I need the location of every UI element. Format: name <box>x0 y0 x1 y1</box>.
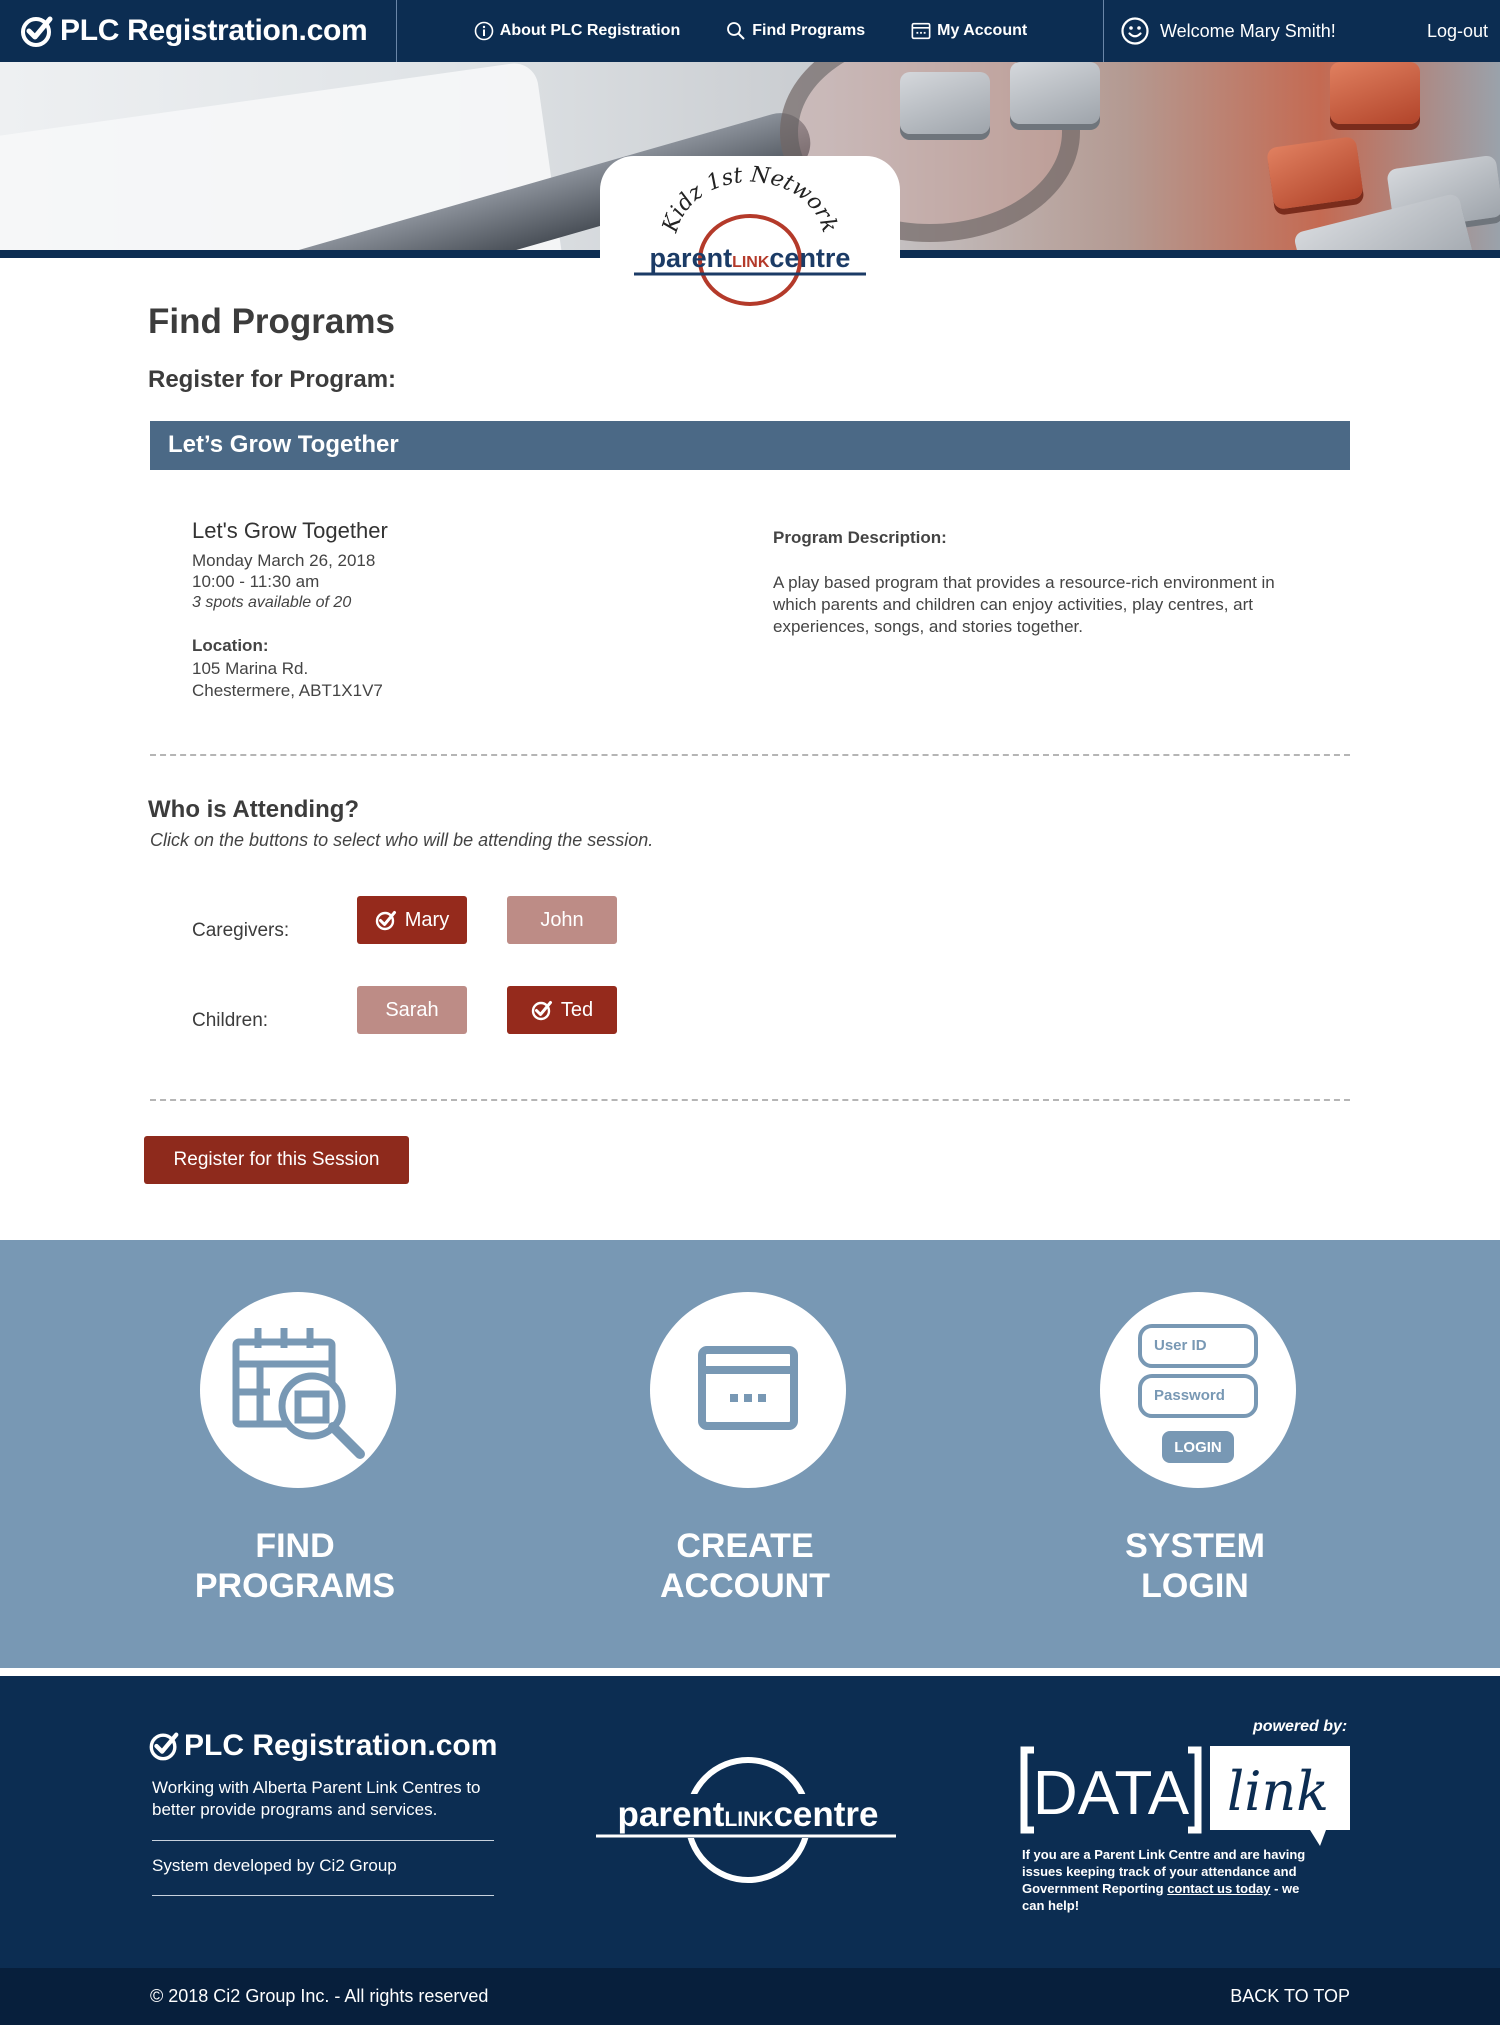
logout-link[interactable]: Log-out <box>1426 20 1488 41</box>
main-nav <box>398 0 1104 62</box>
datalink-message-text: If you are a Parent Link Centre and are having issues keeping track of your attendance and Government Reporting <box>1022 1847 1306 1896</box>
back-to-top-link[interactable]: BACK TO TOP <box>1230 1986 1350 2006</box>
datalink-link-word: link <box>1226 1760 1330 1823</box>
footer-brand[interactable] <box>148 1729 497 1763</box>
login-button[interactable]: LOGIN <box>1162 1431 1234 1463</box>
datalink-message <box>1022 1846 1322 1914</box>
nav-my-account[interactable] <box>911 21 1027 41</box>
program-title-bar: Let’s Grow Together <box>150 421 1350 470</box>
program-time: 10:00 - 11:30 am <box>192 572 320 591</box>
create-account-line1: CREATE <box>676 1527 814 1565</box>
hero-key-shape <box>1266 136 1364 210</box>
chip-label: Ted <box>560 998 594 1021</box>
datalink-logo[interactable] <box>1020 1746 1350 1846</box>
page-subtitle: Register for Program: <box>148 366 397 393</box>
footer-parent-link-centre-logo <box>590 1756 910 1886</box>
site-footer <box>0 1676 1500 1968</box>
child-toggle-sarah[interactable] <box>357 986 467 1034</box>
caregivers-label: Caregivers: <box>192 920 290 941</box>
hero-key-shape <box>900 72 990 134</box>
top-nav-bar <box>0 0 1500 62</box>
footer-logo-left: parent <box>617 1795 725 1834</box>
login-password-field[interactable]: Password <box>1138 1374 1258 1418</box>
program-description: A play based program that provides a resource-rich environment in which parents and children can enjoy activities, play centres, art experiences, songs, and stories together. <box>773 573 1275 636</box>
hero-key-shape <box>1330 62 1420 124</box>
info-icon <box>474 21 494 41</box>
children-label: Children: <box>192 1010 269 1031</box>
find-programs-link[interactable] <box>145 1526 445 1606</box>
footer-tagline: Working with Alberta Parent Link Centres to better provide programs and services. <box>152 1778 481 1819</box>
check-circle-icon <box>148 1730 180 1762</box>
find-programs-line2: PROGRAMS <box>194 1567 396 1605</box>
parent-link-centre-logo <box>600 156 900 306</box>
brand-name: PLC Registration.com <box>60 14 368 47</box>
welcome-text: Welcome Mary Smith! <box>1160 20 1336 41</box>
chip-label: John <box>540 908 584 931</box>
location-address-line1: 105 Marina Rd. <box>192 659 309 678</box>
chip-label: Mary <box>404 908 450 931</box>
find-programs-line1: FIND <box>255 1527 335 1565</box>
system-login-line2: LOGIN <box>1141 1567 1249 1605</box>
logo-name-left: parent <box>649 243 733 273</box>
login-user-id-field[interactable]: User ID <box>1138 1324 1258 1368</box>
bottom-bar <box>0 1968 1500 2025</box>
section-divider <box>150 754 1350 756</box>
check-circle-icon <box>375 909 397 931</box>
system-login-circle <box>1100 1292 1296 1488</box>
attending-title: Who is Attending? <box>148 796 360 823</box>
page-title: Find Programs <box>148 302 395 341</box>
nav-find-programs-label: Find Programs <box>752 22 866 39</box>
section-divider <box>150 1099 1350 1101</box>
footer-separator <box>0 1668 1500 1676</box>
footer-logo-right: centre <box>773 1795 879 1834</box>
datalink-word: DATA <box>1032 1759 1190 1828</box>
account-card-icon <box>911 21 931 41</box>
program-date: Monday March 26, 2018 <box>192 551 376 570</box>
register-session-button[interactable]: Register for this Session <box>144 1136 409 1184</box>
logo-name-mid: LINK <box>732 254 770 271</box>
nav-my-account-label: My Account <box>937 22 1028 39</box>
location-label: Location: <box>192 636 269 655</box>
calendar-search-icon <box>200 1292 396 1488</box>
footer-developer: System developed by Ci2 Group <box>152 1856 397 1875</box>
kidz-first-network-logo <box>600 156 900 306</box>
create-account-link[interactable] <box>595 1526 895 1606</box>
check-circle-icon <box>20 14 54 48</box>
program-description-label: Program Description: <box>773 528 947 547</box>
program-spots: 3 spots available of 20 <box>192 594 352 611</box>
powered-by-label: powered by: <box>1253 1718 1348 1735</box>
datalink-message-tail: - we can help! <box>1022 1881 1300 1913</box>
contact-us-link[interactable]: contact us today <box>1167 1881 1271 1896</box>
chip-label: Sarah <box>385 998 439 1021</box>
account-card-icon <box>650 1292 846 1488</box>
check-circle-icon <box>531 999 553 1021</box>
copyright-text: © 2018 Ci2 Group Inc. - All rights reserved <box>150 1986 489 2006</box>
search-icon <box>726 21 746 41</box>
smiley-icon <box>1120 16 1150 46</box>
nav-find-programs[interactable] <box>726 21 865 41</box>
footer-rule <box>152 1840 494 1841</box>
system-login-link[interactable] <box>1045 1526 1345 1606</box>
create-account-line2: ACCOUNT <box>660 1567 830 1605</box>
nav-about-label: About PLC Registration <box>499 22 681 39</box>
nav-about[interactable] <box>474 21 680 41</box>
logo-arc-text: Kidz 1st Network <box>658 162 842 236</box>
find-programs-circle[interactable] <box>200 1292 396 1488</box>
attending-instructions: Click on the buttons to select who will be attending the session. <box>150 830 654 850</box>
footer-rule <box>152 1895 494 1896</box>
program-name: Let's Grow Together <box>192 518 388 543</box>
brand-logo-link[interactable] <box>0 0 397 62</box>
feature-band <box>0 1240 1500 1668</box>
create-account-circle[interactable] <box>650 1292 846 1488</box>
hero-key-shape <box>1010 62 1100 124</box>
caregiver-toggle-john[interactable] <box>507 896 617 944</box>
location-address-line2: Chestermere, ABT1X1V7 <box>192 681 383 700</box>
welcome-message <box>1120 0 1336 62</box>
system-login-line1: SYSTEM <box>1125 1527 1265 1565</box>
child-toggle-ted[interactable] <box>507 986 617 1034</box>
footer-brand-name: PLC Registration.com <box>184 1729 498 1762</box>
logo-name-right: centre <box>769 243 851 273</box>
caregiver-toggle-mary[interactable] <box>357 896 467 944</box>
footer-logo-mid: LINK <box>724 1808 774 1831</box>
